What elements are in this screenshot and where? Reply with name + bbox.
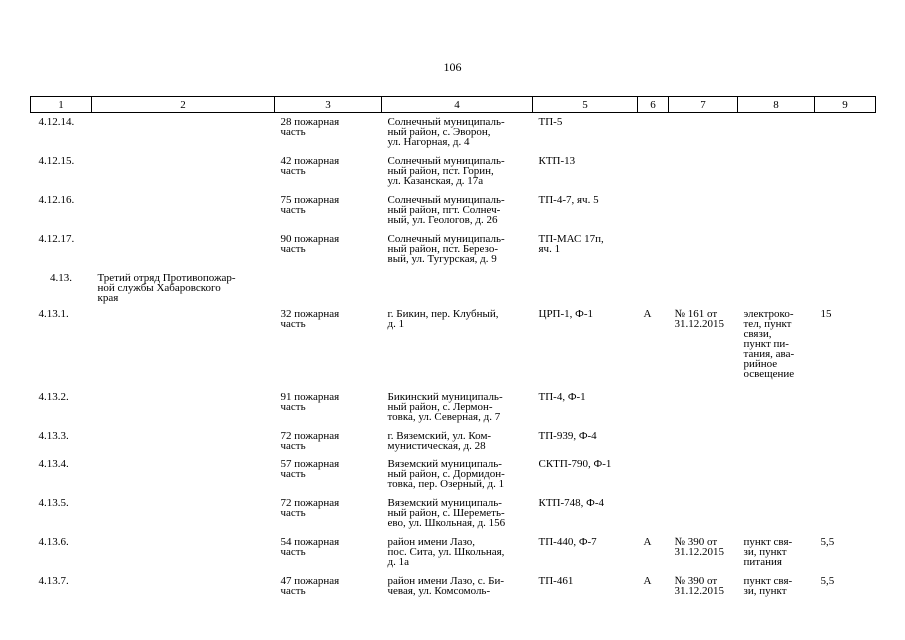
cell-col-2 bbox=[92, 191, 275, 230]
cell-col-8 bbox=[738, 269, 815, 305]
cell-col-6 bbox=[638, 427, 669, 455]
cell-col-1: 4.12.16. bbox=[38, 193, 75, 206]
cell-col-1: 4.12.15. bbox=[38, 154, 75, 167]
cell-col-2: Третий отряд Противопожар- ной службы Хабаровского края bbox=[97, 271, 236, 304]
cell-col-5: ТП-4, Ф-1 bbox=[538, 390, 586, 403]
cell-col-1: 4.13.7. bbox=[38, 574, 69, 587]
table-row bbox=[31, 572, 876, 602]
cell-col-4 bbox=[382, 269, 533, 305]
cell-col-7: № 161 от 31.12.2015 bbox=[674, 307, 724, 330]
table-row bbox=[31, 191, 876, 230]
cell-col-8 bbox=[738, 191, 815, 230]
cell-col-2 bbox=[92, 388, 275, 427]
cell-col-6 bbox=[638, 230, 669, 269]
cell-col-9: 15 bbox=[820, 307, 832, 320]
cell-col-3: 90 пожарная часть bbox=[280, 232, 340, 255]
cell-col-9 bbox=[815, 152, 876, 191]
cell-col-3: 75 пожарная часть bbox=[280, 193, 340, 216]
cell-col-7: № 390 от 31.12.2015 bbox=[674, 574, 724, 597]
cell-col-1: 4.13. bbox=[50, 271, 72, 284]
table-row bbox=[31, 494, 876, 533]
table-header bbox=[31, 97, 876, 113]
cell-col-8 bbox=[738, 455, 815, 494]
cell-col-5: КТП-13 bbox=[538, 154, 576, 167]
column-header-2: 2 bbox=[92, 97, 275, 113]
cell-col-7 bbox=[669, 388, 738, 427]
cell-col-4: район имени Лазо, пос. Сита, ул. Школьная, д. 1а bbox=[387, 535, 505, 568]
cell-col-1: 4.13.1. bbox=[38, 307, 69, 320]
table-body bbox=[31, 113, 876, 602]
cell-col-2 bbox=[92, 113, 275, 152]
table-row bbox=[31, 427, 876, 455]
cell-col-6 bbox=[638, 494, 669, 533]
cell-col-4: г. Бикин, пер. Клубный, д. 1 bbox=[387, 307, 499, 330]
page-number: 106 bbox=[443, 60, 462, 74]
cell-col-2 bbox=[92, 230, 275, 269]
cell-col-4: Вяземский муниципаль- ный район, с. Дормидон- товка, пер. Озерный, д. 1 bbox=[387, 457, 505, 490]
cell-col-2 bbox=[92, 305, 275, 388]
cell-col-1: 4.13.4. bbox=[38, 457, 69, 470]
cell-col-2 bbox=[92, 427, 275, 455]
cell-col-2 bbox=[92, 455, 275, 494]
cell-col-1: 4.13.6. bbox=[38, 535, 69, 548]
cell-col-5: ТП-461 bbox=[538, 574, 574, 587]
cell-col-4: г. Вяземский, ул. Ком- мунистическая, д. 28 bbox=[387, 429, 492, 452]
cell-col-9: 5,5 bbox=[820, 574, 835, 587]
cell-col-4: Солнечный муниципаль- ный район, пст. Горин, ул. Казанская, д. 17а bbox=[387, 154, 505, 187]
cell-col-9 bbox=[815, 113, 876, 152]
cell-col-6 bbox=[638, 455, 669, 494]
table-row bbox=[31, 455, 876, 494]
column-header-9: 9 bbox=[815, 97, 876, 113]
cell-col-8: пункт свя- зи, пункт bbox=[743, 574, 793, 597]
table-row bbox=[31, 388, 876, 427]
cell-col-3: 47 пожарная часть bbox=[280, 574, 340, 597]
cell-col-5: ТП-939, Ф-4 bbox=[538, 429, 597, 442]
cell-col-7 bbox=[669, 152, 738, 191]
cell-col-3: 91 пожарная часть bbox=[280, 390, 340, 413]
cell-col-9 bbox=[815, 427, 876, 455]
cell-col-5: ТП-5 bbox=[538, 116, 563, 128]
table-row bbox=[31, 533, 876, 572]
cell-col-4: Солнечный муниципаль- ный район, пст. Березо- вый, ул. Тугурская, д. 9 bbox=[387, 232, 505, 265]
cell-col-4: Бикинский муниципаль- ный район, с. Лермон- товка, ул. Северная, д. 7 bbox=[387, 390, 503, 423]
cell-col-7 bbox=[669, 113, 738, 152]
cell-col-8: пункт свя- зи, пункт питания bbox=[743, 535, 793, 568]
cell-col-9 bbox=[815, 388, 876, 427]
cell-col-2 bbox=[92, 572, 275, 602]
column-header-4: 4 bbox=[382, 97, 533, 113]
cell-col-9: 5,5 bbox=[820, 535, 835, 548]
cell-col-1: 4.12.14. bbox=[38, 116, 75, 128]
cell-col-6: А bbox=[643, 574, 652, 587]
cell-col-9 bbox=[815, 494, 876, 533]
cell-col-7 bbox=[669, 455, 738, 494]
cell-col-9 bbox=[815, 269, 876, 305]
cell-col-5: СКТП-790, Ф-1 bbox=[538, 457, 612, 470]
cell-col-2 bbox=[92, 533, 275, 572]
cell-col-7 bbox=[669, 191, 738, 230]
cell-col-8 bbox=[738, 427, 815, 455]
cell-col-4: Вяземский муниципаль- ный район, с. Шереметь- ево, ул. Школьная, д. 156 bbox=[387, 496, 506, 529]
table-row bbox=[31, 230, 876, 269]
column-header-1: 1 bbox=[31, 97, 92, 113]
cell-col-8 bbox=[738, 113, 815, 152]
cell-col-6 bbox=[638, 113, 669, 152]
cell-col-3: 32 пожарная часть bbox=[280, 307, 340, 330]
cell-col-5: ТП-440, Ф-7 bbox=[538, 535, 597, 548]
cell-col-5: ЦРП-1, Ф-1 bbox=[538, 307, 594, 320]
cell-col-6: А bbox=[643, 535, 652, 548]
cell-col-3: 28 пожарная часть bbox=[280, 116, 340, 138]
cell-col-3: 42 пожарная часть bbox=[280, 154, 340, 177]
cell-col-7 bbox=[669, 269, 738, 305]
cell-col-4: Солнечный муниципаль- ный район, с. Эворон, ул. Нагорная, д. 4 bbox=[387, 116, 505, 148]
table-row bbox=[31, 269, 876, 305]
cell-col-1: 4.13.3. bbox=[38, 429, 69, 442]
cell-col-8 bbox=[738, 230, 815, 269]
cell-col-6 bbox=[638, 191, 669, 230]
cell-col-8 bbox=[738, 388, 815, 427]
cell-col-8 bbox=[738, 152, 815, 191]
cell-col-3: 57 пожарная часть bbox=[280, 457, 340, 480]
cell-col-6 bbox=[638, 388, 669, 427]
cell-col-9 bbox=[815, 455, 876, 494]
cell-col-6 bbox=[638, 152, 669, 191]
cell-col-5 bbox=[533, 269, 638, 305]
cell-col-4: район имени Лазо, с. Би- чевая, ул. Комсомоль- bbox=[387, 574, 505, 597]
table-row bbox=[31, 305, 876, 388]
column-header-6: 6 bbox=[638, 97, 669, 113]
cell-col-1: 4.13.2. bbox=[38, 390, 69, 403]
cell-col-3: 72 пожарная часть bbox=[280, 429, 340, 452]
cell-col-9 bbox=[815, 191, 876, 230]
cell-col-1: 4.13.5. bbox=[38, 496, 69, 509]
column-header-5: 5 bbox=[533, 97, 638, 113]
cell-col-4: Солнечный муниципаль- ный район, пгт. Солнеч- ный, ул. Геологов, д. 26 bbox=[387, 193, 505, 226]
cell-col-2 bbox=[92, 494, 275, 533]
cell-col-2 bbox=[92, 152, 275, 191]
cell-col-3: 54 пожарная часть bbox=[280, 535, 340, 558]
cell-col-6 bbox=[638, 269, 669, 305]
column-header-3: 3 bbox=[275, 97, 382, 113]
cell-col-3: 72 пожарная часть bbox=[280, 496, 340, 519]
cell-col-7 bbox=[669, 230, 738, 269]
cell-col-9 bbox=[815, 230, 876, 269]
cell-col-7 bbox=[669, 427, 738, 455]
cell-col-5: ТП-МАС 17п, яч. 1 bbox=[538, 232, 604, 255]
cell-col-7 bbox=[669, 494, 738, 533]
cell-col-5: ТП-4-7, яч. 5 bbox=[538, 193, 599, 206]
cell-col-8: электроко- тел, пункт связи, пункт пи- тания, ава- рийное освещение bbox=[743, 307, 795, 380]
table-row bbox=[31, 152, 876, 191]
cell-col-5: КТП-748, Ф-4 bbox=[538, 496, 605, 509]
document-table bbox=[30, 96, 876, 602]
cell-col-6: А bbox=[643, 307, 652, 320]
cell-col-1: 4.12.17. bbox=[38, 232, 75, 245]
table-row bbox=[31, 113, 876, 152]
cell-col-8 bbox=[738, 494, 815, 533]
cell-col-7: № 390 от 31.12.2015 bbox=[674, 535, 724, 558]
column-header-7: 7 bbox=[669, 97, 738, 113]
column-header-8: 8 bbox=[738, 97, 815, 113]
cell-col-3 bbox=[275, 269, 382, 305]
